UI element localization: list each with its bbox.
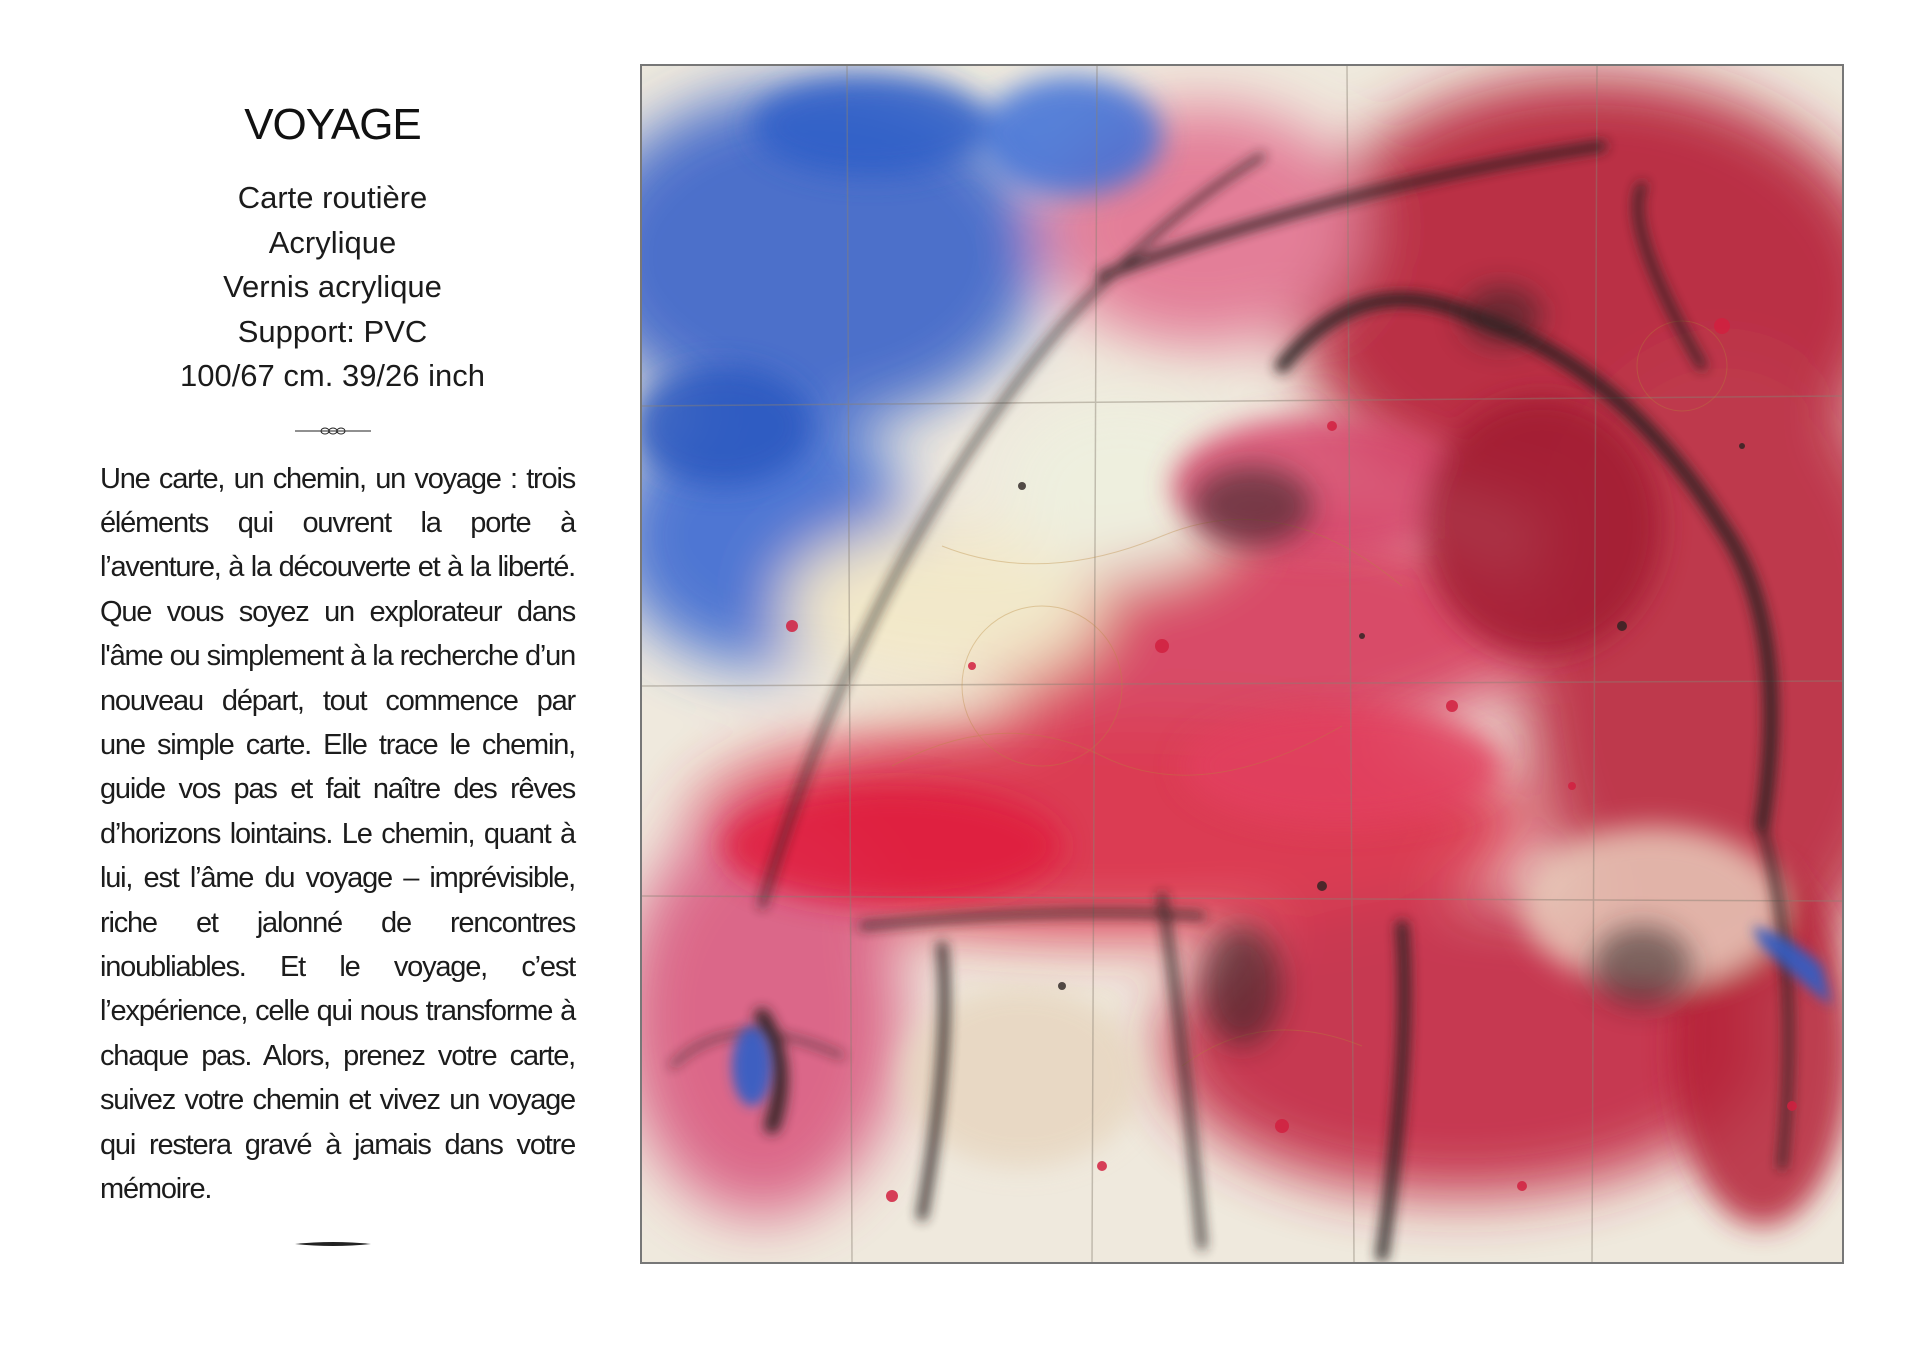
artwork-image	[640, 64, 1844, 1264]
spec-varnish: Vernis acrylique	[223, 269, 442, 304]
artwork-description: Une carte, un chemin, un voyage : trois éléments qui ouvrent la porte à l’aventure, à la découverte et à la liberté. Que vous soyez un explorateur dans l'âme ou simplement à la recherche d’un nouveau départ, tout commence par une simple carte. Elle trace le chemin, guide vos pas et fait naître des rêves d’horizons lointains. Le chemin, quant à lui, est l’âme du voyage – imprévisible, riche et jalonné de rencontres inoubliables. Et le voyage, c’est l’expérience, celle qui nous transforme à chaque pas. Alors, prenez votre carte, suivez votre chemin et vivez un voyage qui restera gravé à jamais dans votre mémoire.	[100, 462, 575, 1205]
spec-paint: Acrylique	[268, 224, 397, 260]
abstract-painting	[642, 66, 1842, 1262]
ornament-end-icon	[293, 1237, 373, 1251]
artwork-info-panel	[60, 70, 605, 1251]
spec-medium: Carte routière	[237, 180, 428, 215]
artwork-title: VOYAGE	[244, 100, 421, 149]
spec-support: Support: PVC	[237, 313, 428, 349]
spec-dimensions: 100/67 cm. 39/26 inch	[179, 358, 486, 393]
ornament-divider-icon	[293, 423, 373, 439]
artwork-specs	[60, 176, 605, 399]
